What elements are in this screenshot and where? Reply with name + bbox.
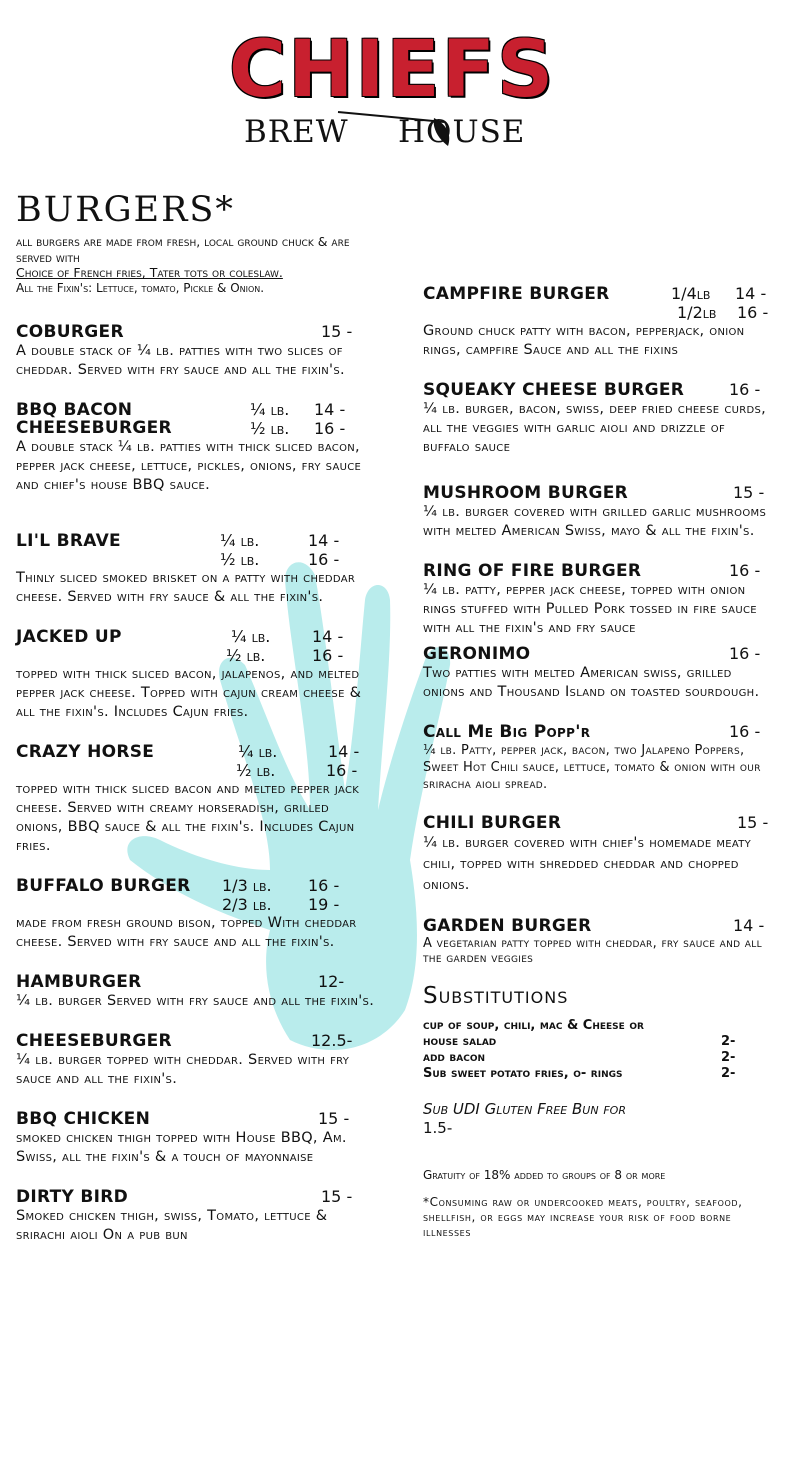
menu-item-cheeseburger [16,1031,376,1089]
item-price-1: 14 - [314,400,346,419]
item-price-2: 16 - [312,646,344,665]
item-size-1: ¼ lb. [220,531,260,550]
item-name: BBQ BACON [16,400,133,420]
subs-row [423,1034,775,1050]
item-name: Call Me Big Popp'r [423,722,591,742]
item-desc: A double stack ¼ lb. patties with thick sliced bacon, pepper jack cheese, lettuce, pickles, onions, fry sauce and chief's house BBQ sauce. [16,439,362,493]
item-price: 15 - [321,1187,353,1206]
subs-price: 2- [721,1066,736,1081]
menu-item-ring-of-fire-burger [423,561,775,638]
item-name: JACKED UP [16,627,122,647]
item-name: SQUEAKY CHEESE BURGER [423,380,685,400]
item-price: 12.5- [311,1031,353,1050]
menu-item-garden-burger [423,916,775,966]
item-price: 15 - [733,483,765,502]
gluten-free-price: 1.5- [423,1119,453,1137]
chiefs-logo [222,25,562,150]
menu-item-coburger [16,322,376,380]
item-desc: ¼ lb. burger covered with grilled garlic mushrooms with melted American Swiss, mayo & all the fixin's. [423,504,767,539]
menu-item-call-me-big-poppr [423,722,775,793]
left-column [16,190,376,1245]
item-desc: ¼ lb. burger topped with cheddar. Served with fry sauce and all the fixin's. [16,1052,350,1087]
intro-line-2: Choice of French fries, Tater tots or coleslaw. [16,265,283,280]
item-size-2: ½ lb. [236,761,276,780]
menu-item-bbq-chicken [16,1109,376,1167]
menu-item-dirty-bird [16,1187,376,1245]
item-price: 16 - [729,380,761,399]
subs-price: 2- [721,1050,736,1065]
burgers-title: BURGERS* [16,190,235,230]
menu-item-lil-brave [16,531,376,607]
item-price-2: 16 - [314,419,346,438]
item-name: MUSHROOM BURGER [423,483,629,503]
item-price-1: 16 - [308,876,340,895]
menu-item-geronimo [423,644,775,702]
item-size-1: 1/4lb [671,284,711,303]
item-name: GARDEN BURGER [423,916,592,936]
item-desc: Ground chuck patty with bacon, pepperjack, onion rings, campfire Sauce and all the fixins [423,323,745,358]
consumption-warning: *Consuming raw or undercooked meats, poultry, seafood, shellfish, or eggs may increase your risk of food borne illnesses [423,1195,743,1239]
item-desc: Smoked chicken thigh, swiss, Tomato, lettuce & srirachi aioli On a pub bun [16,1208,328,1243]
logo-sub-brew: BREW [244,114,349,150]
item-price-1: 14 - [312,627,344,646]
menu-item-chili-burger [423,813,775,896]
item-name: CRAZY HORSE [16,742,155,762]
logo-sub-house: HOUSE [398,114,526,150]
item-desc: ¼ lb. burger Served with fry sauce and all the fixin's. [16,993,375,1009]
item-name: HAMBURGER [16,972,142,992]
item-size-2: 1/2lb [677,303,717,322]
gratuity-note: Gratuity of 18% added to groups of 8 or more [423,1168,666,1182]
menu-item-buffalo-burger [16,876,376,952]
item-price-2: 19 - [308,895,340,914]
item-price-2: 16 - [326,761,358,780]
item-price-2: 16 - [308,550,340,569]
subs-row [423,1018,775,1034]
item-size-2: ½ lb. [220,550,260,569]
subs-price: 2- [721,1034,736,1049]
gluten-free-option: Sub UDI Gluten Free Bun for [423,1100,626,1118]
item-desc: topped with thick sliced bacon, jalapenos, and melted pepper jack cheese. Topped with cajun cream cheese & all the fixin's. Includes Cajun fries. [16,666,362,720]
item-desc: Two patties with melted American swiss, grilled onions and Thousand Island on toasted sourdough. [423,665,760,700]
menu-item-mushroom-burger [423,483,775,541]
item-desc: topped with thick sliced bacon and melted pepper jack cheese. Served with creamy horseradish, grilled onions, BBQ sauce & all the fixin's. Includes Cajun fries. [16,781,360,854]
burgers-intro [16,234,376,296]
substitutions-list [423,1018,775,1082]
menu-item-crazy-horse [16,742,376,856]
logo-wordmark: CHIEFS [228,25,556,115]
item-desc: Thinly sliced smoked brisket on a patty with cheddar cheese. Served with fry sauce & all the fixin's. [16,570,356,605]
item-desc: ¼ lb. Patty, pepper jack, bacon, two Jalapeno Poppers, Sweet Hot Chili sauce, lettuce, tomato & onion with our sriracha aioli spread. [423,743,761,792]
item-size-2: 2/3 lb. [222,895,272,914]
item-name: DIRTY BIRD [16,1187,129,1207]
item-name-line-2: CHEESEBURGER [16,418,172,438]
item-name: GERONIMO [423,644,531,664]
item-size-1: ¼ lb. [231,627,271,646]
menu-item-bbq-bacon-cheeseburger [16,400,376,495]
item-price: 16 - [729,644,761,663]
item-size-1: ¼ lb. [238,742,278,761]
subs-row [423,1050,775,1066]
item-desc: made from fresh ground bison, topped With cheddar cheese. Served with fry sauce and all the fixin's. [16,915,357,950]
menu-item-campfire-burger [423,284,775,360]
item-name: COBURGER [16,322,124,342]
subs-label: Sub sweet potato fries, o- rings [423,1066,623,1081]
menu-item-squeaky-cheese-burger [423,380,775,457]
item-name: CHILI BURGER [423,813,562,833]
item-desc: ¼ lb. burger covered with chief's homemade meaty chili, topped with shredded cheddar and chopped onions. [423,835,752,893]
item-size-1: ¼ lb. [250,400,290,419]
item-price: 15 - [318,1109,350,1128]
subs-row [423,1066,775,1082]
item-name: LI'L BRAVE [16,531,121,551]
item-price: 15 - [321,322,353,341]
item-name: CAMPFIRE BURGER [423,284,610,304]
item-desc: smoked chicken thigh topped with House BBQ, Am. Swiss, all the fixin's & a touch of mayonnaise [16,1130,347,1165]
item-size-2: ½ lb. [226,646,266,665]
item-size-2: ½ lb. [250,419,290,438]
subs-label: add bacon [423,1050,486,1065]
intro-line-1: all burgers are made from fresh, local ground chuck & are served with [16,234,350,265]
right-column [423,284,775,1240]
item-desc: ¼ lb. patty, pepper jack cheese, topped with onion rings stuffed with Pulled Pork tossed in fire sauce with all the fixin's and fry sauce [423,582,757,636]
item-price: 12- [318,972,345,991]
item-desc: A double stack of ¼ lb. patties with two slices of cheddar. Served with fry sauce and all the fixin's. [16,343,345,378]
item-name: RING OF FIRE BURGER [423,561,642,581]
subs-label: house salad [423,1034,497,1049]
item-price: 16 - [729,561,761,580]
item-name: CHEESEBURGER [16,1031,172,1051]
item-price: 14 - [733,916,765,935]
menu-item-jacked-up [16,627,376,722]
item-price: 15 - [737,813,769,832]
item-desc: A vegetarian patty topped with cheddar, fry sauce and all the garden veggies [423,936,762,966]
item-price-1: 14 - [328,742,360,761]
subs-label: cup of soup, chili, mac & Cheese or [423,1018,644,1033]
item-size-1: 1/3 lb. [222,876,272,895]
item-price-2: 16 - [737,303,769,322]
item-desc: ¼ lb. burger, bacon, swiss, deep fried cheese curds, all the veggies with garlic aioli and drizzle of buffalo sauce [423,401,767,455]
substitutions-title: Substitutions [423,983,569,1009]
item-name: BBQ CHICKEN [16,1109,151,1129]
item-price-1: 14 - [308,531,340,550]
menu-item-hamburger [16,972,376,1011]
item-name: BUFFALO BURGER [16,876,191,896]
item-price: 16 - [729,722,761,741]
item-price-1: 14 - [735,284,767,303]
intro-line-3: All the Fixin's: Lettuce, tomato, Pickle & Onion. [16,280,265,295]
